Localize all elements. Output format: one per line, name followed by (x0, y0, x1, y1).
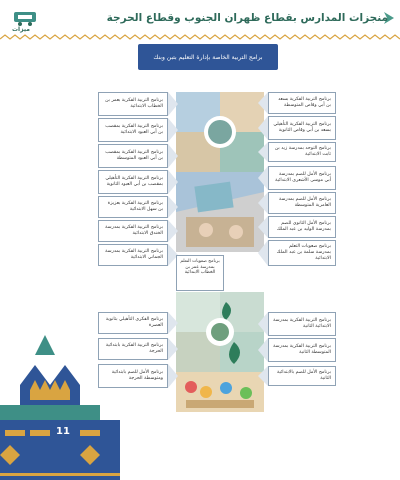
program-card: برنامج الأمل للصم بابتدائية ومتوسطة الحرجة (98, 364, 168, 388)
decorative-pattern (0, 335, 120, 480)
program-card: برنامج الأمل للصم بمدرسة العامرية المتوسطة (268, 192, 336, 214)
photo-collage (176, 92, 264, 252)
collage-image (176, 292, 264, 412)
arrows-left-lower (168, 312, 178, 392)
page-number: 11 (56, 426, 70, 437)
program-callout: برنامج صعوبات التعلم بمدرسة عمر بن الخطاب الابتدائية (176, 255, 224, 291)
program-card: برنامج الفكري التأهيلي بثانوية العصرة (98, 312, 168, 334)
program-card: برنامج التربية الفكرية بمقصب بن أبي العبود الابتدائية (98, 118, 168, 142)
collage-image (176, 92, 264, 252)
program-card: برنامج الأمل للصم بمدرسة أبي موسى الأشعري الابتدائية (268, 166, 336, 190)
program-card: برنامج التربية الفكرية بمدرسة الجماني الابتدائية (98, 244, 168, 266)
program-card: برنامج التربية الفكرية بعمر بن الخطاب الابتدائية (98, 92, 168, 116)
logo-icon (12, 8, 38, 28)
program-card: برنامج التربية الفكرية بمدرسة الابتدائية الثانية (268, 312, 336, 336)
page-title: منجزات المدارس بقطاع ظهران الجنوب وقطاع الحرجة (106, 12, 388, 24)
arrows-left (168, 92, 178, 267)
program-card: برنامج التربية الفكرية بعزيزة بن سهل الابتدائية (98, 196, 168, 218)
arrows-right-lower (258, 312, 268, 392)
program-card: برنامج الأمل للصم بالابتدائية الثانية (268, 366, 336, 386)
program-card: برنامج التوحد بمدرسة زيد بن ثابت الابتدائية (268, 142, 336, 162)
section-banner: برامج التربية الخاصة بإدارة التعليم بتبن وبنك (138, 44, 278, 70)
program-card: برنامج التربية الفكرية بابتدائية الحرجة (98, 338, 168, 360)
program-card: برنامج صعوبات التعلم بمدرسة سلمة بن عبد الملك الابتدائية (268, 240, 336, 266)
zigzag-divider (0, 34, 400, 40)
program-card: برنامج التربية الفكرية بمقصب بن أبي العبود المتوسطة (98, 144, 168, 168)
logo-label: ميزات (12, 26, 30, 33)
photo-collage (176, 292, 264, 412)
program-card: برنامج التربية الفكرية بسعد بن أبي وقاص المتوسطة (268, 92, 336, 114)
program-card: برنامج التربية الفكرية بمدرسة الخندق الابتدائية (98, 220, 168, 242)
program-card: برنامج الأمل الثانوي للصم بمدرسة الوليد بن عبد الملك (268, 216, 336, 238)
program-card: برنامج التربية الفكرية التأهيلي بمقصب بن أبي العبود الثانوية (98, 170, 168, 194)
arrows-right (258, 92, 268, 267)
program-card: برنامج التربية الفكرية بمدرسة المتوسطة الثانية (268, 338, 336, 362)
program-card: برنامج التربية الفكرية التأهيلي بسعد بن أبي وقاص الثانوية (268, 116, 336, 140)
